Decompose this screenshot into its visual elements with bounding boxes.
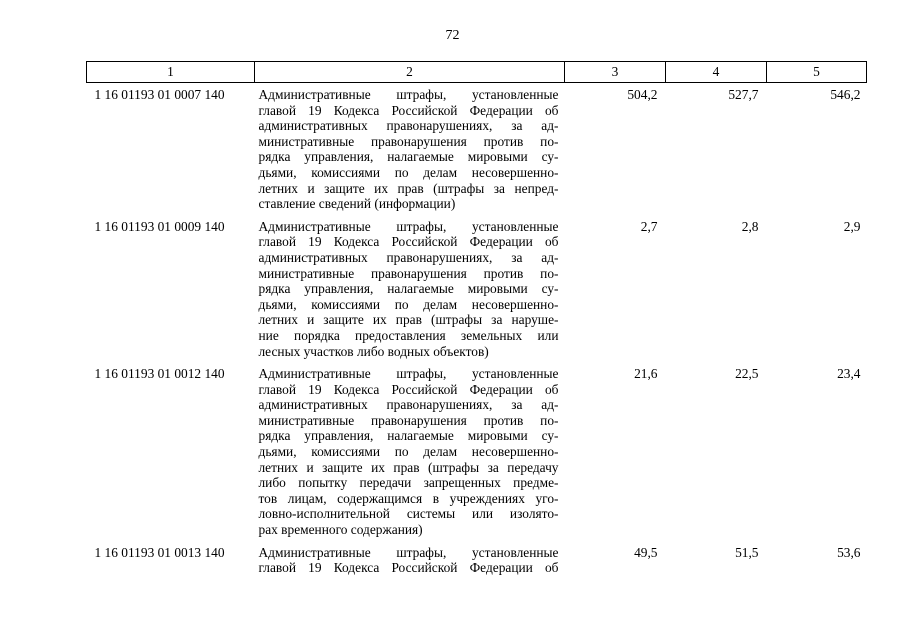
column-header-year-2: 4 <box>666 62 767 83</box>
budget-code: 1 16 01193 01 0012 140 <box>94 366 225 382</box>
description-line: ние порядка предоставления земельных или <box>258 327 559 343</box>
description-line: министративные правонарушения против по- <box>258 265 559 281</box>
column-header-code: 1 <box>87 62 255 83</box>
description-line: лесных участков либо водных объектов) <box>258 343 489 359</box>
value-year-2: 51,5 <box>735 544 759 560</box>
description-line: министративные правонарушения против по- <box>258 133 559 149</box>
description-line: рах временного содержания) <box>258 522 423 538</box>
description-line: Административные штрафы, установленные <box>258 87 559 102</box>
value-year-1: 2,7 <box>640 218 658 234</box>
description-line: министративные правонарушения против по- <box>258 412 559 428</box>
value-year-2: 2,8 <box>741 218 759 234</box>
page-number: 72 <box>445 28 460 43</box>
table-body <box>87 83 867 579</box>
row-description <box>255 215 565 362</box>
table-row <box>87 541 867 579</box>
description-line: административных правонарушениях, за ад- <box>258 249 559 265</box>
description-line: рядка управления, налагаемые мировыми су- <box>258 149 559 165</box>
description-line: тов лицам, содержащимся в учреждениях уго- <box>258 490 559 506</box>
description-line: ставление сведений (информации) <box>258 196 456 212</box>
description-line: рядка управления, налагаемые мировыми су- <box>258 428 559 444</box>
column-header-description: 2 <box>255 62 565 83</box>
description-line: Административные штрафы, установленные <box>258 366 559 382</box>
row-description <box>255 362 565 541</box>
value-year-3: 53,6 <box>837 544 861 560</box>
description-line: Административные штрафы, установленные <box>258 218 559 234</box>
value-year-3: 23,4 <box>837 366 861 382</box>
table-row <box>87 83 867 215</box>
description-line: административных правонарушениях, за ад- <box>258 397 559 413</box>
value-year-3: 546,2 <box>830 87 861 102</box>
budget-code: 1 16 01193 01 0013 140 <box>94 544 225 560</box>
description-line: Административные штрафы, установленные <box>258 544 559 560</box>
description-line: дьями, комиссиями по делам несовершенно- <box>258 164 559 180</box>
row-description <box>255 83 565 215</box>
row-description <box>255 541 565 579</box>
description-line: ловно-исполнительной системы или изолято- <box>258 506 559 522</box>
budget-code: 1 16 01193 01 0009 140 <box>94 218 225 234</box>
value-year-2: 527,7 <box>728 87 759 102</box>
value-year-1: 49,5 <box>634 544 658 560</box>
table-header-row <box>87 62 867 83</box>
description-line: главой 19 Кодекса Российской Федерации об <box>258 102 559 118</box>
column-header-year-3: 5 <box>767 62 867 83</box>
value-year-1: 21,6 <box>634 366 658 382</box>
column-header-year-1: 3 <box>565 62 666 83</box>
value-year-3: 2,9 <box>843 218 861 234</box>
table-row <box>87 215 867 362</box>
description-line: административных правонарушениях, за ад- <box>258 118 559 134</box>
budget-code: 1 16 01193 01 0007 140 <box>94 87 225 102</box>
description-line: рядка управления, налагаемые мировыми су- <box>258 281 559 297</box>
description-line: дьями, комиссиями по делам несовершенно- <box>258 444 559 460</box>
table-row <box>87 362 867 541</box>
budget-table <box>86 61 867 579</box>
description-line: летних и защите их прав (штрафы за непред- <box>258 180 559 196</box>
description-line: главой 19 Кодекса Российской Федерации об <box>258 560 559 576</box>
value-year-1: 504,2 <box>627 87 658 102</box>
description-line: главой 19 Кодекса Российской Федерации об <box>258 234 559 250</box>
description-line: либо попытку передачи запрещенных предме- <box>258 475 559 491</box>
description-line: летних и защите их прав (штрафы за передачу <box>258 459 559 475</box>
description-line: дьями, комиссиями по делам несовершенно- <box>258 296 559 312</box>
description-line: летних и защите их прав (штрафы за наруше- <box>258 312 559 328</box>
value-year-2: 22,5 <box>735 366 759 382</box>
description-line: главой 19 Кодекса Российской Федерации об <box>258 381 559 397</box>
